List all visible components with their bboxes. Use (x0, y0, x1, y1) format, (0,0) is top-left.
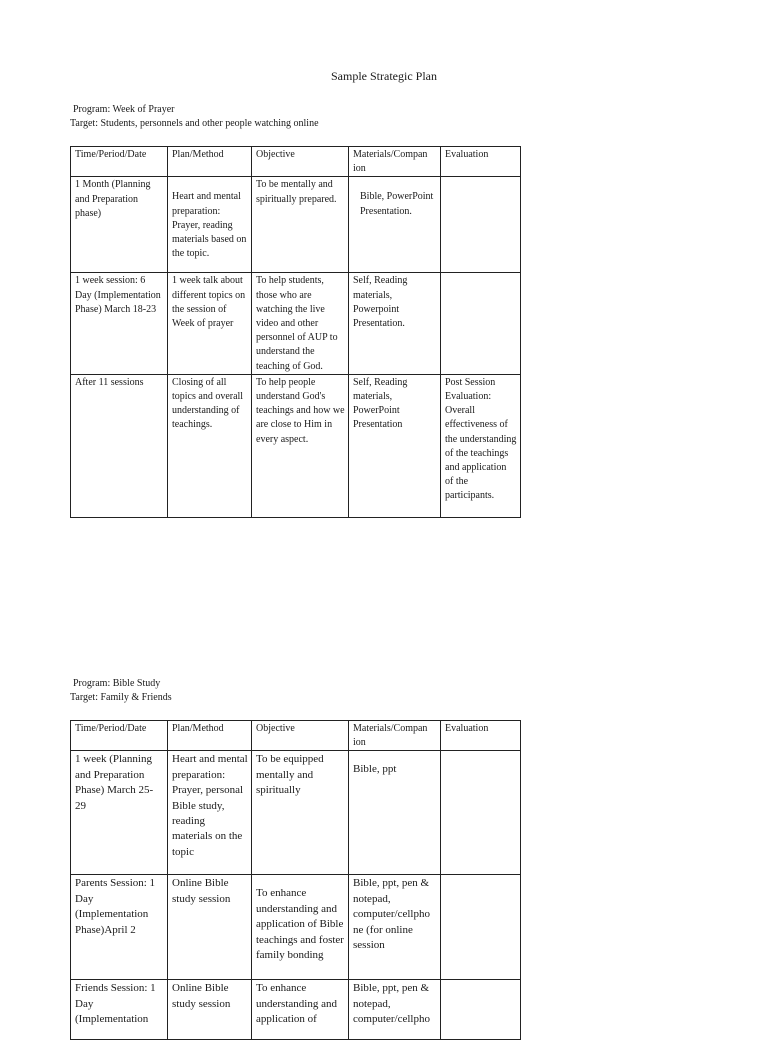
document-title: Sample Strategic Plan (331, 69, 437, 83)
table-cell: Bible, ppt, pen & notepad, computer/cellpho (349, 980, 441, 1040)
table-cell: Closing of all topics and overall understanding of teachings. (168, 374, 252, 517)
header-cell: Plan/Method (168, 147, 252, 177)
table-cell: 1 week talk about different topics on the session of Week of prayer (168, 273, 252, 374)
table-cell (441, 273, 521, 374)
table-cell (441, 751, 521, 875)
table-row (71, 273, 521, 374)
header-cell: Time/Period/Date (71, 721, 168, 751)
header-cell: Evaluation (441, 721, 521, 751)
header-cell: Objective (252, 147, 349, 177)
cell-text: To enhance understanding and application of Bible teachings and foster family bonding (256, 887, 344, 962)
table-row (71, 374, 521, 517)
table-row (71, 875, 521, 980)
table-cell: 1 week (Planning and Preparation Phase) March 25-29 (71, 751, 168, 875)
table-cell: Post Session Evaluation: Overall effectiveness of the understanding of the teachings and application of the participants. (441, 374, 521, 517)
table-cell: After 11 sessions (71, 374, 168, 517)
strategic-plan-table (70, 146, 521, 518)
table-cell: To help students, those who are watching the live video and other personnel of AUP to understand the teaching of God. (252, 273, 349, 374)
program-label: Program: Bible Study (73, 678, 161, 689)
header-cell: Evaluation (441, 147, 521, 177)
table-cell (168, 177, 252, 273)
table-cell: To enhance understanding and application of (252, 980, 349, 1040)
table-cell: To be equipped mentally and spiritually (252, 751, 349, 875)
table-cell: Parents Session: 1 Day (Implementation Phase)April 2 (71, 875, 168, 980)
target-label: Target: Students, personnels and other people watching online (70, 118, 319, 129)
table-header-row (71, 721, 521, 751)
table-cell: 1 Month (Planning and Preparation phase) (71, 177, 168, 273)
table-cell: Friends Session: 1 Day (Implementation (71, 980, 168, 1040)
cell-text: Bible, PowerPoint Presentation. (360, 191, 434, 217)
program-label: Program: Week of Prayer (73, 104, 175, 115)
cell-text: Heart and mental preparation: Prayer, reading materials based on the topic. (172, 191, 247, 260)
table-row (71, 980, 521, 1040)
table-header-row (71, 147, 521, 177)
table-cell: Online Bible study session (168, 875, 252, 980)
table-cell (349, 751, 441, 875)
table-cell (252, 875, 349, 980)
header-cell: Materials/Compan ion (349, 721, 441, 751)
target-label: Target: Family & Friends (70, 692, 172, 703)
table-cell: To help people understand God's teachings and how we are close to Him in every aspect. (252, 374, 349, 517)
table-cell: Self, Reading materials, PowerPoint Presentation (349, 374, 441, 517)
table-cell: 1 week session: 6 Day (Implementation Phase) March 18-23 (71, 273, 168, 374)
table-cell (441, 177, 521, 273)
header-cell: Objective (252, 721, 349, 751)
header-cell: Time/Period/Date (71, 147, 168, 177)
table-row (71, 177, 521, 273)
header-cell: Materials/Compan ion (349, 147, 441, 177)
table-cell (441, 875, 521, 980)
table-cell: Online Bible study session (168, 980, 252, 1040)
table-cell (349, 177, 441, 273)
strategic-plan-table (70, 720, 521, 1040)
header-cell: Plan/Method (168, 721, 252, 751)
table-cell (441, 980, 521, 1040)
table-cell: Self, Reading materials, Powerpoint Presentation. (349, 273, 441, 374)
table-row (71, 751, 521, 875)
cell-text: Bible, ppt (353, 763, 397, 776)
table-cell: Heart and mental preparation: Prayer, personal Bible study, reading materials on the topic (168, 751, 252, 875)
table-cell: To be mentally and spiritually prepared. (252, 177, 349, 273)
table-cell: Bible, ppt, pen & notepad, computer/cellpho ne (for online session (349, 875, 441, 980)
